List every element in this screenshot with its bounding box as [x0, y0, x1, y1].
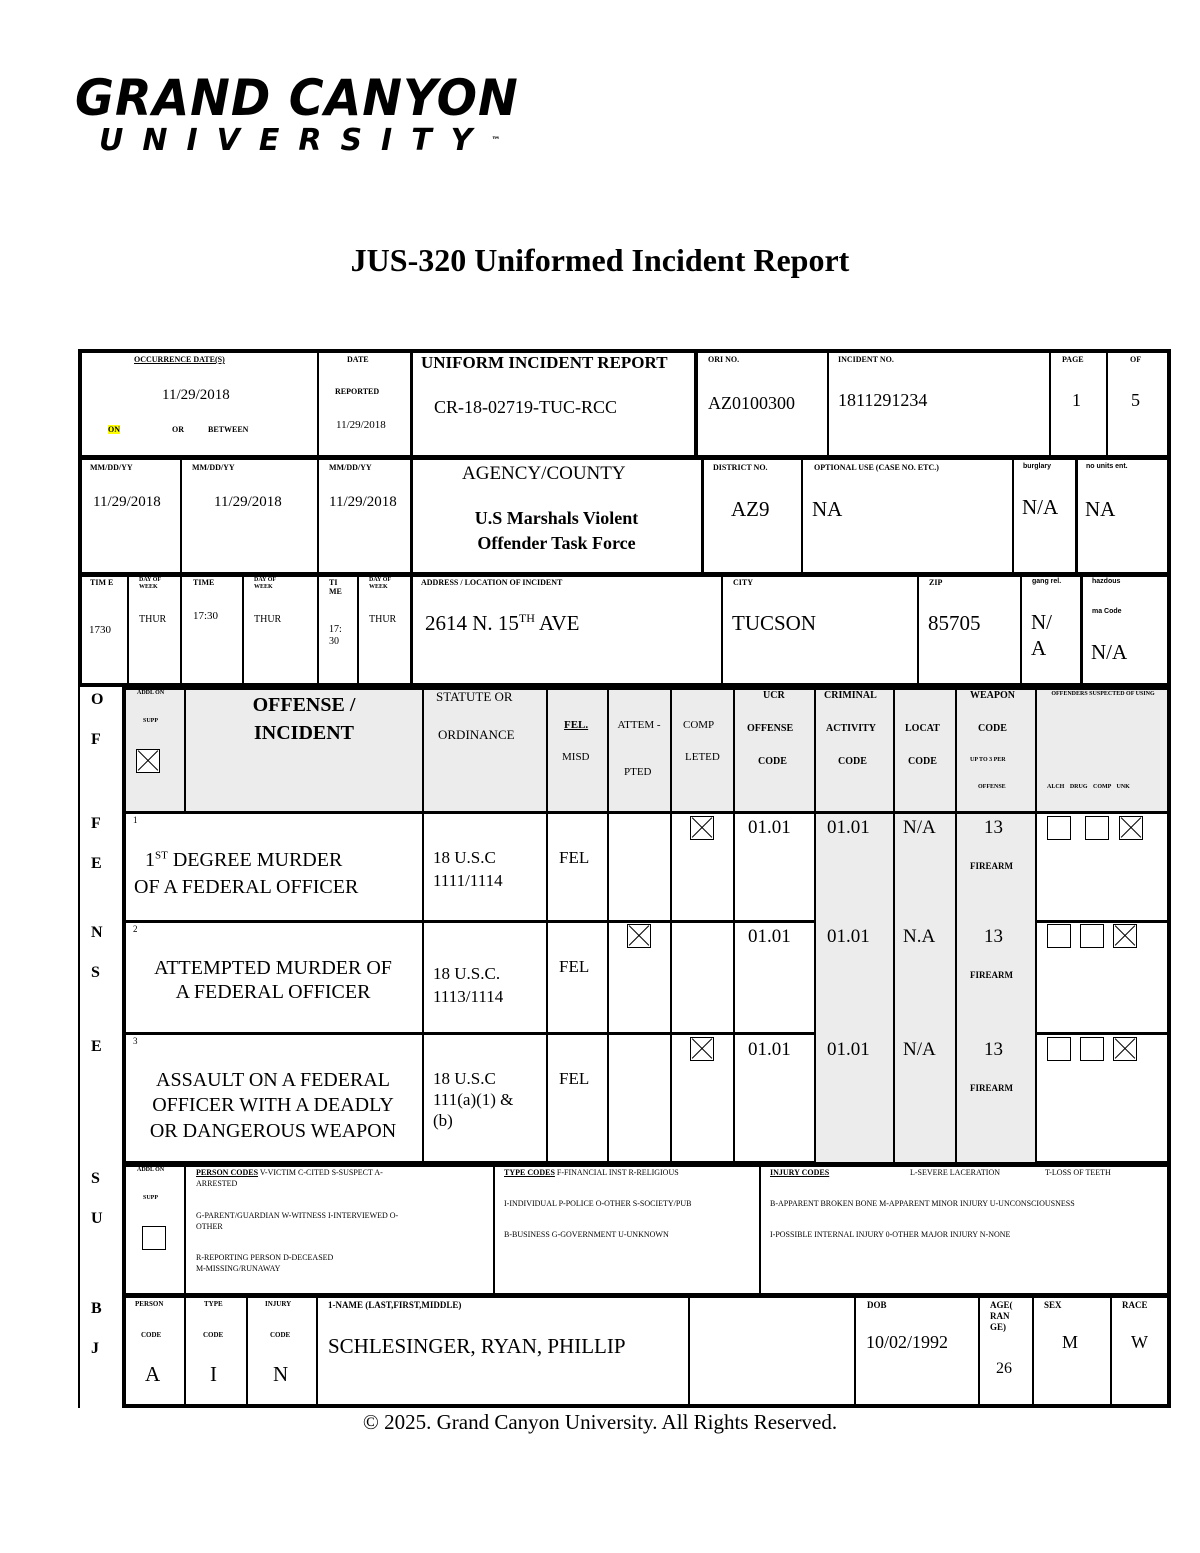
- subject-supp-checkbox[interactable]: [142, 1226, 166, 1250]
- divider: [1020, 573, 1022, 687]
- divider: [184, 1294, 186, 1408]
- time1-value: 1730: [89, 624, 111, 636]
- crim-code-shade: [816, 814, 893, 1162]
- row-number: 3: [133, 1036, 138, 1046]
- divider: [493, 1163, 495, 1297]
- agency-label: AGENCY/COUNTY: [462, 463, 626, 484]
- side-letter: F: [91, 815, 101, 832]
- divider: [1080, 573, 1083, 687]
- age-label: AGE( RAN GE): [990, 1300, 1013, 1332]
- weapon-desc: FIREARM: [970, 1083, 1013, 1093]
- weapon-up-label: UP TO 3 PER: [970, 757, 1006, 763]
- statute-value: 1111/1114: [433, 871, 503, 890]
- mmddyy-label-2: MM/DD/YY: [192, 463, 235, 472]
- units-label: no units ent.: [1086, 463, 1128, 470]
- completed-checkbox[interactable]: [690, 1037, 714, 1061]
- divider: [1032, 1294, 1034, 1408]
- code-label: CODE: [203, 1331, 224, 1339]
- city-label: CITY: [733, 578, 754, 587]
- drug-checkbox[interactable]: [1080, 924, 1104, 948]
- logo-line-2: UNIVERSITY™: [99, 123, 501, 158]
- drug-checkbox[interactable]: [1080, 1037, 1104, 1061]
- divider: [688, 1294, 690, 1408]
- on-label: ON: [108, 425, 120, 434]
- divider: [317, 456, 319, 576]
- offense-description: 1ST DEGREE MURDER: [145, 849, 343, 871]
- type-code-label: TYPE: [204, 1300, 223, 1308]
- supp-label: SUPP: [143, 718, 158, 724]
- sex-label: SEX: [1044, 1300, 1062, 1310]
- supp-label: SUPP: [143, 1195, 158, 1201]
- page-value: 1: [1072, 390, 1081, 410]
- mmddyy-label-1: MM/DD/YY: [90, 463, 133, 472]
- page-label: PAGE: [1062, 355, 1084, 364]
- alcohol-checkbox[interactable]: [1047, 816, 1071, 840]
- divider: [1110, 1294, 1112, 1408]
- person-codes-legend: ARRESTED: [196, 1179, 238, 1188]
- agency-line-1: U.S Marshals Violent: [474, 508, 639, 528]
- statute-value: 18 U.S.C: [433, 848, 496, 867]
- or-label: OR: [172, 425, 184, 434]
- divider: [410, 456, 413, 576]
- statute-value: (b): [433, 1111, 453, 1130]
- weapon-value: 13: [984, 817, 1003, 838]
- ucr-code-label: CODE: [758, 756, 787, 767]
- time1-label: TIM E: [90, 578, 114, 587]
- occurrence-label: OCCURRENCE DATE(S): [134, 355, 225, 364]
- divider: [184, 686, 186, 812]
- hazdous-label-2: ma Code: [1092, 608, 1122, 615]
- loc-value: N/A: [903, 1039, 936, 1060]
- gang-label: gang rel.: [1032, 578, 1062, 585]
- divider: [670, 686, 672, 1165]
- divider: [180, 456, 182, 576]
- university-logo: [75, 69, 542, 158]
- offense-description: ASSAULT ON A FEDERAL: [156, 1069, 390, 1091]
- divider: [1106, 349, 1108, 459]
- units-value: NA: [1085, 497, 1116, 521]
- agency-line-2: Offender Task Force: [477, 533, 636, 553]
- divider: [854, 1294, 856, 1408]
- attempted-checkbox[interactable]: [627, 924, 651, 948]
- zip-label: ZIP: [929, 578, 943, 587]
- attem-label: ATTEM -: [617, 719, 661, 731]
- person-codes-legend: M-MISSING/RUNAWAY: [196, 1264, 281, 1273]
- addl-label: ADDL ON: [137, 690, 165, 696]
- offense-header: OFFENSE / INCIDENT: [252, 694, 356, 744]
- day1-value: THUR: [139, 614, 167, 625]
- ori-value: AZ0100300: [708, 393, 795, 413]
- time2-value: 17:30: [193, 610, 219, 622]
- fel-value: FEL: [559, 1069, 590, 1088]
- type-codes-legend: B-BUSINESS G-GOVERNMENT U-UNKNOWN: [504, 1230, 669, 1239]
- zip-value: 85705: [928, 611, 981, 635]
- ori-label: ORI NO.: [708, 355, 740, 364]
- copyright-footer: © 2025. Grand Canyon University. All Rights Reserved.: [362, 1410, 838, 1434]
- subject-side-column: [78, 1163, 123, 1408]
- side-letter: E: [91, 1038, 102, 1055]
- offense-description: ATTEMPTED MURDER OF: [154, 957, 392, 979]
- injury-codes-legend: T-LOSS OF TEETH: [1045, 1168, 1111, 1177]
- offense-description: A FEDERAL OFFICER: [175, 981, 371, 1003]
- weapon-desc: FIREARM: [970, 970, 1013, 980]
- address-value: 2614 N. 15TH AVE: [425, 611, 580, 635]
- race-value: W: [1131, 1332, 1148, 1352]
- mmddyy-label-3: MM/DD/YY: [329, 463, 372, 472]
- alcohol-checkbox[interactable]: [1047, 924, 1071, 948]
- offense-description: OR DANGEROUS WEAPON: [149, 1120, 397, 1142]
- time2-label: TIME: [193, 578, 215, 587]
- race-label: RACE: [1122, 1300, 1148, 1310]
- side-letter: N: [91, 924, 103, 941]
- optional-label: OPTIONAL USE (CASE NO. ETC.): [814, 463, 939, 472]
- unknown-checkbox[interactable]: [1119, 816, 1143, 840]
- day3-label: DAY OF WEEK: [369, 577, 391, 590]
- mmddyy-value-2: 11/29/2018: [214, 494, 282, 510]
- side-letter: E: [91, 855, 102, 872]
- fel-value: FEL: [559, 848, 590, 867]
- divider: [978, 1294, 980, 1408]
- crim-activity-label: ACTIVITY: [826, 723, 877, 734]
- drug-checkbox[interactable]: [1085, 816, 1109, 840]
- fel-value: FEL: [559, 957, 590, 976]
- leted-label: LETED: [685, 751, 720, 763]
- divider: [721, 573, 723, 687]
- dob-label: DOB: [867, 1300, 887, 1310]
- unknown-checkbox[interactable]: [1113, 1037, 1137, 1061]
- time3-label: TI ME: [329, 578, 342, 597]
- divider: [733, 686, 735, 1165]
- injury-codes-legend: L-SEVERE LACERATION: [910, 1168, 1000, 1177]
- divider: [316, 1294, 318, 1408]
- incident-value: 1811291234: [838, 390, 928, 410]
- misd-label: MISD: [562, 751, 590, 763]
- side-letter: O: [91, 691, 104, 708]
- row-number: 1: [133, 815, 138, 825]
- divider: [242, 573, 244, 687]
- alcohol-checkbox[interactable]: [1047, 1037, 1071, 1061]
- weapon-label: WEAPON: [970, 690, 1015, 701]
- code-label: CODE: [141, 1331, 162, 1339]
- divider: [317, 349, 319, 459]
- logo-line-1: GRAND CANYON: [75, 69, 519, 127]
- injury-codes-legend: I-POSSIBLE INTERNAL INJURY 0-OTHER MAJOR INJURY N-NONE: [770, 1230, 1011, 1239]
- divider: [127, 573, 129, 687]
- offender-label: OFFENDERS SUSPECTED OF USING: [1051, 691, 1155, 697]
- loc-code-shade: [895, 814, 955, 1162]
- person-codes-legend: PERSON CODES V-VICTIM C-CITED S-SUSPECT A-: [196, 1168, 383, 1177]
- side-letter: S: [91, 1170, 100, 1187]
- day2-value: THUR: [254, 614, 282, 625]
- of-value: 5: [1131, 390, 1140, 410]
- injury-code-label: INJURY: [265, 1300, 292, 1308]
- injury-codes-legend: B-APPARENT BROKEN BONE M-APPARENT MINOR INJURY U-UNCONSCIOUSNESS: [770, 1199, 1075, 1208]
- uir-label: UNIFORM INCIDENT REPORT: [421, 353, 668, 372]
- divider: [422, 686, 424, 1165]
- hazdous-label: hazdous: [1092, 578, 1121, 585]
- age-value: 26: [996, 1360, 1012, 1377]
- injury-code-value: N: [273, 1362, 289, 1386]
- reported-value: 11/29/2018: [336, 419, 386, 431]
- type-codes-legend: TYPE CODES F-FINANCIAL INST R-RELIGIOUS: [504, 1168, 679, 1177]
- weapon-value: 13: [984, 926, 1003, 947]
- crim-value: 01.01: [827, 817, 870, 838]
- sex-value: M: [1062, 1332, 1079, 1352]
- ucr-label: UCR: [763, 690, 785, 701]
- date-label: DATE: [347, 355, 369, 364]
- injury-codes-title: INJURY CODES: [770, 1168, 830, 1177]
- divider: [317, 573, 319, 687]
- mmddyy-value-1: 11/29/2018: [93, 494, 161, 510]
- burglary-value: N/A: [1022, 495, 1059, 519]
- statute-value: 111(a)(1) &: [433, 1090, 514, 1109]
- day1-label: DAY OF WEEK: [139, 577, 161, 590]
- divider: [607, 686, 609, 1165]
- side-letter: U: [91, 1210, 103, 1227]
- offense-description: OF A FEDERAL OFFICER: [134, 876, 359, 898]
- supp-checkbox[interactable]: [136, 749, 160, 773]
- divider: [184, 1163, 186, 1297]
- fel-label: FEL.: [564, 719, 589, 731]
- weapon-offense-label: OFFENSE: [978, 784, 1006, 790]
- district-label: DISTRICT NO.: [713, 463, 768, 472]
- time3-value: 17: 30: [329, 624, 342, 647]
- divider: [410, 573, 413, 687]
- ucr-value: 01.01: [748, 1039, 791, 1060]
- loc-value: N/A: [903, 817, 936, 838]
- loc-code-label: CODE: [908, 756, 937, 767]
- person-codes-legend: OTHER: [196, 1222, 223, 1231]
- optional-value: NA: [812, 497, 843, 521]
- side-letter: F: [91, 731, 101, 748]
- weapon-value: 13: [984, 1039, 1003, 1060]
- divider: [1049, 349, 1051, 459]
- divider: [1075, 456, 1078, 576]
- addl-label: ADDL ON: [137, 1167, 165, 1173]
- side-letter: B: [91, 1300, 102, 1317]
- pted-label: PTED: [624, 766, 652, 778]
- day2-label: DAY OF WEEK: [254, 577, 276, 590]
- incident-label: INCIDENT NO.: [838, 355, 894, 364]
- crim-value: 01.01: [827, 1039, 870, 1060]
- between-label: BETWEEN: [208, 425, 249, 434]
- divider: [917, 573, 919, 687]
- row-number: 2: [133, 924, 138, 934]
- name-value: SCHLESINGER, RYAN, PHILLIP: [328, 1334, 626, 1358]
- statute-value: 1113/1114: [433, 987, 504, 1006]
- gang-value: N/ A: [1031, 610, 1052, 661]
- loc-label: LOCAT: [905, 723, 940, 734]
- dob-value: 10/02/1992: [866, 1332, 949, 1352]
- mmddyy-value-3: 11/29/2018: [329, 494, 397, 510]
- person-codes-legend: G-PARENT/GUARDIAN W-WITNESS I-INTERVIEWED O-: [196, 1211, 399, 1220]
- weapon-code-label: CODE: [978, 723, 1007, 734]
- loc-value: N.A: [903, 926, 936, 947]
- ordinance-label: ORDINANCE: [438, 727, 515, 742]
- divider: [1012, 456, 1014, 576]
- divider: [546, 686, 548, 1165]
- divider: [1035, 686, 1037, 1165]
- comp-label: COMP: [683, 719, 715, 731]
- uir-value: CR-18-02719-TUC-RCC: [434, 397, 618, 417]
- divider: [180, 573, 182, 687]
- name-label: 1-NAME (LAST,FIRST,MIDDLE): [328, 1300, 462, 1310]
- statute-value: 18 U.S.C: [433, 1069, 496, 1088]
- type-codes-legend: I-INDIVIDUAL P-POLICE O-OTHER S-SOCIETY/PUB: [504, 1199, 692, 1208]
- unknown-checkbox[interactable]: [1113, 924, 1137, 948]
- crim-value: 01.01: [827, 926, 870, 947]
- ucr-value: 01.01: [748, 817, 791, 838]
- statute-value: 18 U.S.C.: [433, 964, 501, 983]
- offense-description: OFFICER WITH A DEADLY: [152, 1094, 394, 1116]
- burglary-label: burglary: [1023, 463, 1052, 470]
- page-title: JUS-320 Uniformed Incident Report: [350, 242, 850, 278]
- city-value: TUCSON: [732, 611, 817, 635]
- type-code-value: I: [210, 1362, 217, 1386]
- ucr-value: 01.01: [748, 926, 791, 947]
- completed-checkbox[interactable]: [690, 816, 714, 840]
- ucr-offense-label: OFFENSE: [747, 723, 794, 734]
- day3-value: THUR: [369, 614, 397, 625]
- person-codes-legend: R-REPORTING PERSON D-DECEASED: [196, 1253, 334, 1262]
- hazdous-value: N/A: [1091, 640, 1128, 664]
- district-value: AZ9: [731, 497, 770, 521]
- divider: [246, 1294, 248, 1408]
- address-label: ADDRESS / LOCATION OF INCIDENT: [421, 578, 563, 587]
- divider: [701, 456, 704, 576]
- divider: [801, 456, 803, 576]
- occurrence-value: 11/29/2018: [162, 387, 230, 403]
- divider: [759, 1163, 761, 1297]
- crim-code-label: CODE: [838, 756, 867, 767]
- person-code-label: PERSON: [135, 1300, 164, 1308]
- reported-label: REPORTED: [335, 387, 380, 396]
- code-label: CODE: [270, 1331, 291, 1339]
- of-label: OF: [1130, 355, 1142, 364]
- side-letter: J: [91, 1340, 99, 1357]
- weapon-desc: FIREARM: [970, 861, 1013, 871]
- crim-label: CRIMINAL: [824, 690, 877, 701]
- side-letter: S: [91, 964, 100, 981]
- offender-cols-label: ALCH DRUG COMP UNK: [1047, 784, 1130, 790]
- divider: [827, 349, 829, 459]
- person-code-value: A: [145, 1362, 161, 1386]
- divider: [357, 573, 359, 687]
- statute-label: STATUTE OR: [436, 689, 513, 704]
